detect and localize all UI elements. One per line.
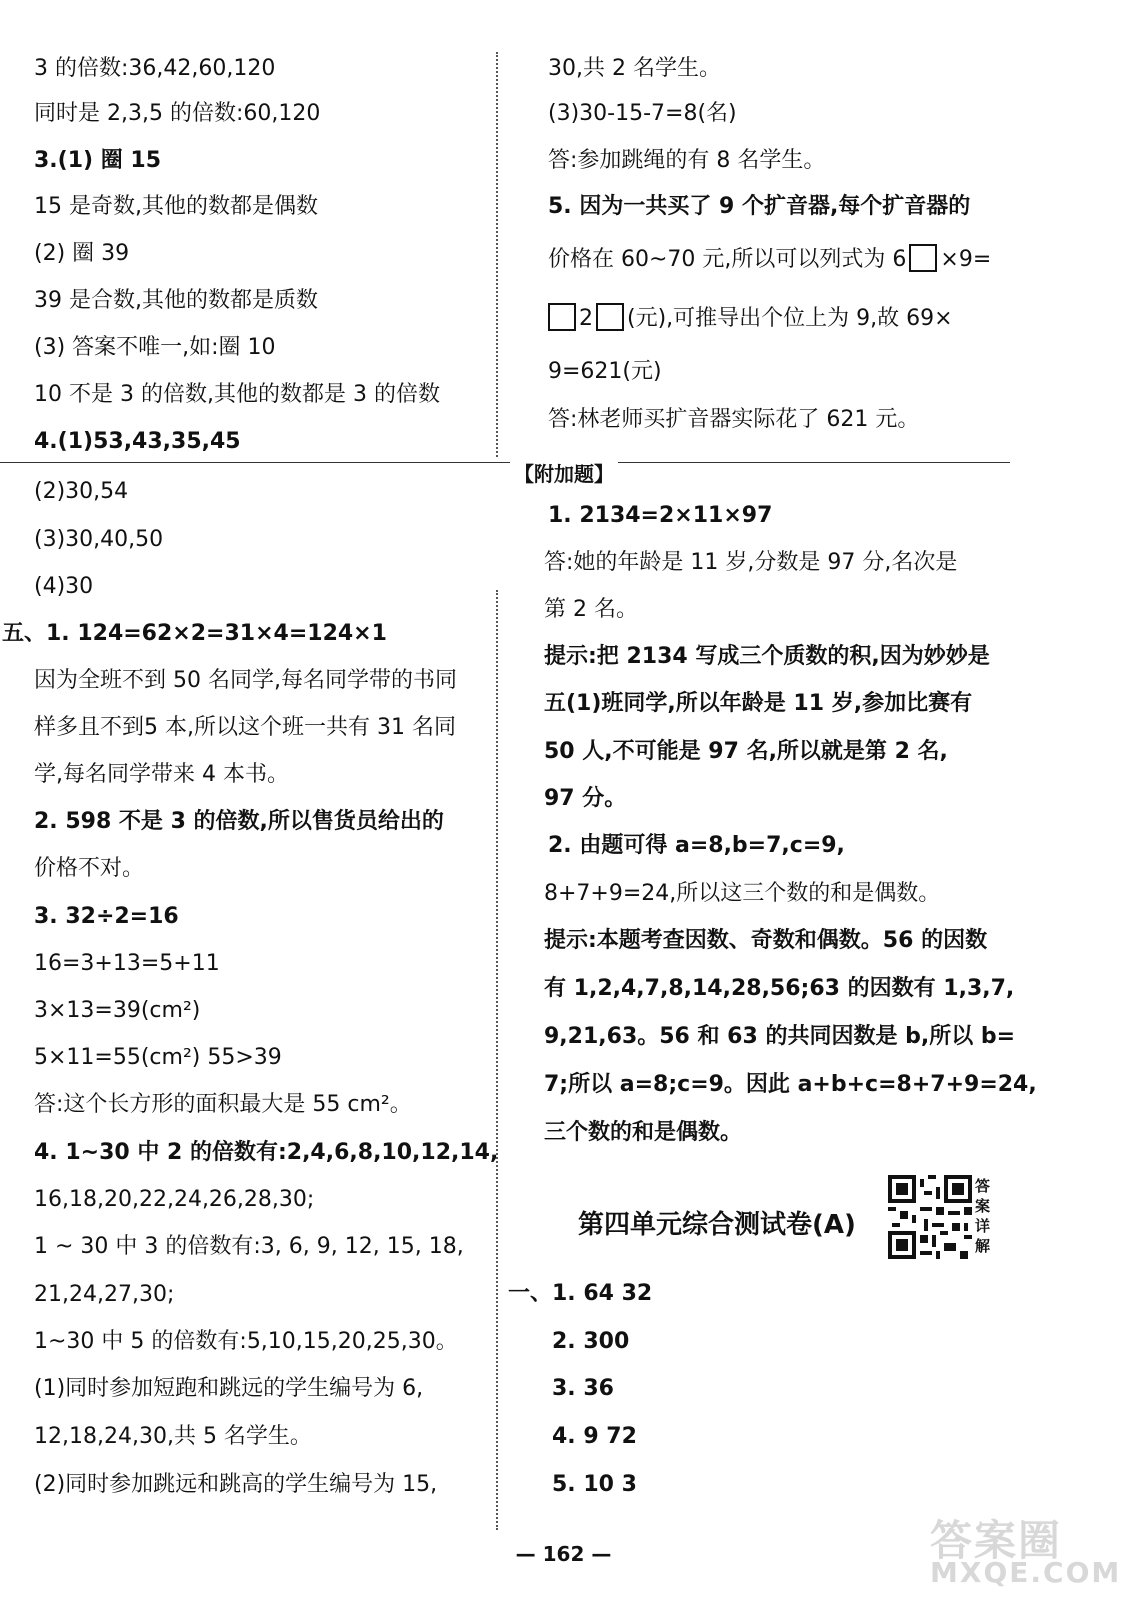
answer-line: (2) 圈 39	[34, 241, 130, 266]
answer-text: ×9=	[940, 247, 992, 272]
watermark-url: MXQE.COM	[930, 1556, 1122, 1589]
answer-line: 样多且不到5 本,所以这个班一共有 31 名同	[34, 715, 456, 740]
answer-line: 学,每名同学带来 4 本书。	[34, 762, 289, 787]
answer-line: 21,24,27,30;	[34, 1282, 175, 1307]
answer-line: 8+7+9=24,所以这三个数的和是偶数。	[544, 881, 941, 906]
answer-line: (3) 答案不唯一,如:圈 10	[34, 335, 276, 360]
answer-line: (4)30	[34, 574, 94, 599]
answer-line: 16=3+13=5+11	[34, 951, 220, 976]
extra-questions-tag: 【附加题】	[510, 458, 618, 487]
column-divider-top	[496, 52, 498, 457]
answer-text: 价格在 60~70 元,所以可以列式为 6	[548, 247, 907, 272]
watermark: 答案圈	[930, 1516, 1063, 1565]
answer-line: (3)30,40,50	[34, 527, 164, 552]
answer-line: 39 是合数,其他的数都是质数	[34, 288, 318, 313]
answer-line: 3×13=39(cm²)	[34, 998, 201, 1023]
answer-line: (1)同时参加短跑和跳远的学生编号为 6,	[34, 1376, 424, 1401]
answer-line: (3)30-15-7=8(名)	[548, 101, 737, 126]
answer-line	[548, 303, 953, 333]
answer-line: 3.(1) 圈 15	[34, 148, 162, 173]
answer-line: 4. 1~30 中 2 的倍数有:2,4,6,8,10,12,14,	[34, 1140, 499, 1165]
column-divider-bottom	[496, 590, 498, 1530]
page-number: — 162 —	[515, 1542, 612, 1566]
answer-line: 同时是 2,3,5 的倍数:60,120	[34, 101, 321, 126]
answer-line: 5. 因为一共买了 9 个扩音器,每个扩音器的	[548, 194, 971, 219]
answer-line: 5×11=55(cm²) 55>39	[34, 1045, 282, 1070]
answer-line: 3 的倍数:36,42,60,120	[34, 56, 276, 81]
answer-line: 16,18,20,22,24,26,28,30;	[34, 1187, 315, 1212]
hint-line: 三个数的和是偶数。	[544, 1120, 743, 1145]
hint-line: 97 分。	[544, 786, 627, 811]
qr-label: 答案详解	[975, 1177, 991, 1255]
answer-line: 2. 598 不是 3 的倍数,所以售货员给出的	[34, 809, 444, 834]
answer-line: 答:林老师买扩音器实际花了 621 元。	[548, 407, 920, 432]
answer-line: 4.(1)53,43,35,45	[34, 429, 241, 454]
answer-line: 一、1. 64 32	[508, 1281, 653, 1306]
hint-line: 7;所以 a=8;c=9。因此 a+b+c=8+7+9=24,	[544, 1072, 1037, 1097]
hint-line: 有 1,2,4,7,8,14,28,56;63 的因数有 1,3,7,	[544, 976, 1015, 1001]
section-divider	[0, 462, 1010, 463]
hint-line: 50 人,不可能是 97 名,所以就是第 2 名,	[544, 739, 948, 764]
answer-text: (元),可推导出个位上为 9,故 69×	[627, 306, 953, 331]
section-title: 第四单元综合测试卷(A)	[578, 1210, 856, 1240]
blank-box	[909, 244, 937, 272]
answer-line: 第 2 名。	[544, 597, 638, 622]
answer-line: 12,18,24,30,共 5 名学生。	[34, 1424, 312, 1449]
answer-line: 1. 2134=2×11×97	[548, 503, 773, 528]
answer-line: 答:这个长方形的面积最大是 55 cm²。	[34, 1092, 412, 1117]
answer-line: (2)同时参加跳远和跳高的学生编号为 15,	[34, 1472, 438, 1497]
answer-line: (2)30,54	[34, 479, 129, 504]
blank-box	[596, 303, 624, 331]
answer-line: 30,共 2 名学生。	[548, 56, 721, 81]
answer-line: 2. 由题可得 a=8,b=7,c=9,	[548, 833, 845, 858]
answer-line: 五、1. 124=62×2=31×4=124×1	[2, 621, 387, 646]
hint-line: 提示:把 2134 写成三个质数的积,因为妙妙是	[544, 644, 990, 669]
answer-line: 15 是奇数,其他的数都是偶数	[34, 194, 318, 219]
answer-line: 9=621(元)	[548, 359, 662, 384]
blank-box	[548, 303, 576, 331]
hint-line: 五(1)班同学,所以年龄是 11 岁,参加比赛有	[544, 691, 973, 716]
answer-line: 3. 32÷2=16	[34, 904, 179, 929]
answer-line: 1~30 中 5 的倍数有:5,10,15,20,25,30。	[34, 1329, 458, 1354]
qr-code-icon[interactable]	[888, 1175, 972, 1259]
answer-line: 1 ~ 30 中 3 的倍数有:3, 6, 9, 12, 15, 18,	[34, 1234, 464, 1259]
answer-line: 2. 300	[552, 1329, 630, 1354]
hint-line: 提示:本题考查因数、奇数和偶数。56 的因数	[544, 928, 988, 953]
answer-text: 2	[579, 306, 593, 331]
answer-line: 答:参加跳绳的有 8 名学生。	[548, 148, 826, 173]
answer-line: 5. 10 3	[552, 1472, 637, 1497]
hint-line: 9,21,63。56 和 63 的共同因数是 b,所以 b=	[544, 1024, 1016, 1049]
answer-line: 3. 36	[552, 1376, 614, 1401]
answer-line: 因为全班不到 50 名同学,每名同学带的书同	[34, 668, 457, 693]
answer-line: 4. 9 72	[552, 1424, 637, 1449]
answer-line	[548, 244, 991, 274]
answer-line: 价格不对。	[34, 856, 145, 881]
answer-line: 答:她的年龄是 11 岁,分数是 97 分,名次是	[544, 550, 958, 575]
answer-line: 10 不是 3 的倍数,其他的数都是 3 的倍数	[34, 382, 440, 407]
